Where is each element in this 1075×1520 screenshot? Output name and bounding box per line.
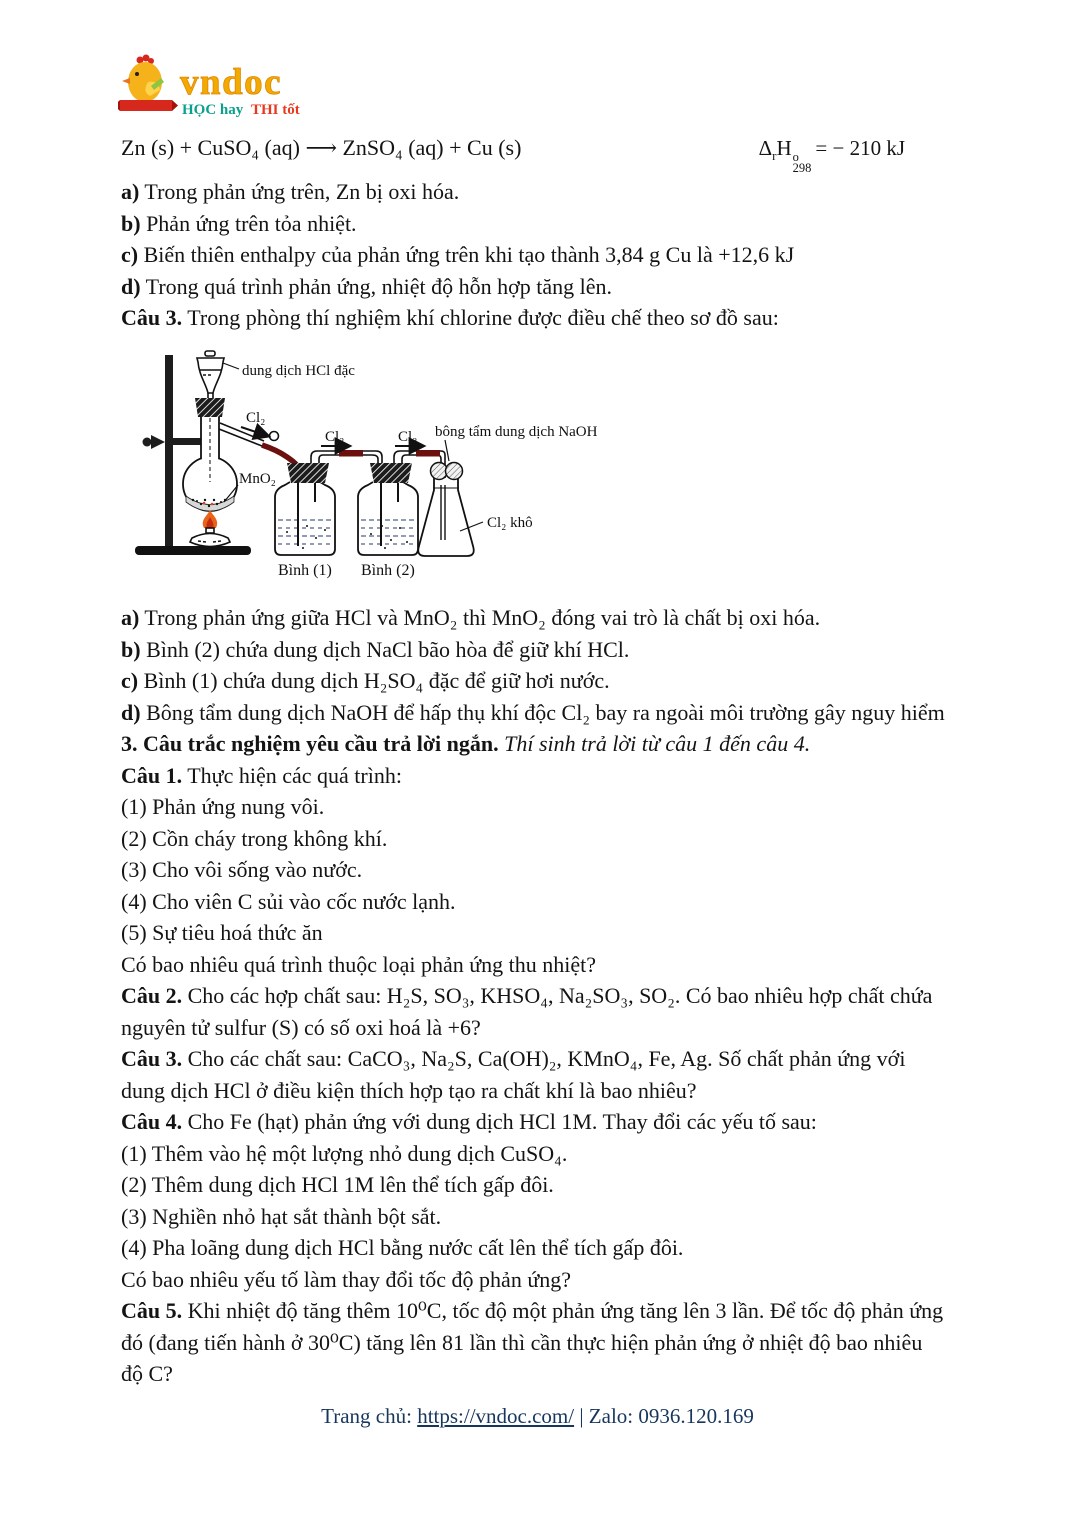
cau3-mc-heading	[121, 302, 993, 334]
cl2-dry-label: Cl₂ khô	[487, 514, 533, 531]
reaction-equation-row	[121, 132, 993, 174]
statement-text: Trong quá trình phản ứng, nhiệt độ hỗn hợp tăng lên.	[140, 273, 613, 299]
vndoc-home-link[interactable]: https://vndoc.com/	[417, 1404, 575, 1428]
cau5-line3: độ C?	[121, 1361, 173, 1386]
statement-label: d)	[121, 273, 141, 299]
statement-q3-a	[121, 602, 993, 634]
statement-text: Trong phản ứng giữa HCl và MnO₂ thì MnO₂ đóng vai trò là chất bị oxi hóa.	[139, 605, 821, 630]
vndoc-logo	[118, 52, 358, 124]
enthalpy-value: = − 210 kJ	[815, 136, 905, 160]
cl2-label-3: Cl₂	[398, 428, 418, 445]
mno2-label: MnO₂	[239, 470, 276, 487]
statement-text: Biến thiên enthalpy của phản ứng trên khi tạo thành 3,84 g Cu là +12,6 kJ	[138, 242, 795, 267]
cau-label: Câu 3.	[121, 1046, 183, 1071]
reaction-equation: Zn (s) + CuSO₄ (aq) ⟶ ZnSO₄ (aq) + Cu (s)	[121, 135, 522, 160]
statement-q3-b	[121, 634, 993, 666]
enthalpy-expression	[759, 133, 905, 174]
footer-home-label: Trang chủ:	[321, 1404, 418, 1428]
cau3-short-line2: dung dịch HCl ở điều kiện thích hợp tạo ra chất khí là bao nhiêu?	[121, 1077, 697, 1103]
enthalpy-sub-r: r	[772, 148, 777, 164]
section3-heading	[121, 728, 993, 760]
cau-text: Khi nhiệt độ tăng thêm 10⁰C, tốc độ một phản ứng tăng lên 3 lần. Để tốc độ phản ứng	[182, 1298, 944, 1323]
statement-label: d)	[121, 699, 141, 725]
cau-text: Cho Fe (hạt) phản ứng với dung dịch HCl 1M. Thay đổi các yếu tố sau:	[182, 1109, 817, 1134]
statement-text: Bình (1) chứa dung dịch H₂SO₄ đặc để giữ hơi nước.	[138, 668, 610, 693]
cau1-item-2: (2) Cồn cháy trong không khí.	[121, 825, 388, 851]
tagline-thi-tot: THI tốt	[251, 102, 300, 118]
cl2-label-2: Cl₂	[325, 428, 345, 445]
brand-wordmark: vndoc	[180, 62, 283, 103]
cl2-label-1: Cl₂	[246, 409, 266, 426]
cau1-item-1: (1) Phản ứng nung vôi.	[121, 794, 325, 819]
tagline-hoc-hay: HỌC hay	[182, 102, 244, 118]
delta-symbol: Δ	[758, 136, 773, 160]
cau4-item-1: (1) Thêm vào hệ một lượng nhỏ dung dịch CuSO₄.	[121, 1140, 568, 1166]
cau-label: Câu 1.	[121, 762, 183, 788]
lab-stand	[135, 355, 251, 555]
section3-bold: 3. Câu trắc nghiệm yêu cầu trả lời ngắn.	[121, 731, 505, 756]
cau4-question: Có bao nhiêu yếu tố làm thay đổi tốc độ phản ứng?	[121, 1266, 572, 1292]
enthalpy-h: H	[776, 136, 792, 160]
cau2-line2: nguyên tử sulfur (S) có số oxi hoá là +6?	[121, 1014, 481, 1040]
naoh-cotton-label: bông tẩm dung dịch NaOH	[435, 423, 597, 440]
exam-content	[121, 120, 993, 1390]
cau-text: Cho các chất sau: CaCO₃, Na₂S, Ca(OH)₂, KMnO₄, Fe, Ag. Số chất phản ứng với	[182, 1046, 906, 1071]
cau1-item-4: (4) Cho viên C sủi vào cốc nước lạnh.	[121, 888, 456, 914]
statement-text: Bình (2) chứa dung dịch NaCl bão hòa để giữ khí HCl.	[140, 636, 630, 662]
statement-label: a)	[121, 605, 140, 630]
binh2-label: Bình (2)	[361, 561, 415, 579]
cau5-line1	[121, 1295, 993, 1327]
enthalpy-sup-o: o	[792, 150, 799, 164]
cau-label: Câu 4.	[121, 1109, 183, 1134]
chlorine-apparatus-diagram	[135, 350, 597, 588]
cau4-item-3: (3) Nghiền nhỏ hạt sắt thành bột sắt.	[121, 1203, 442, 1229]
flask-stopper	[195, 398, 225, 417]
statement-q3-d	[121, 697, 993, 729]
funnel-label: dung dịch HCl đặc	[242, 362, 355, 379]
cau5-line2: đó (đang tiến hành ở 30⁰C) tăng lên 81 lần thì cần thực hiện phản ứng ở nhiệt độ bao nhiêu	[121, 1329, 923, 1355]
statement-q3-c	[121, 665, 993, 697]
statement-q2-c	[121, 239, 993, 271]
cotton-plug	[446, 462, 463, 479]
cau-text: Cho các hợp chất sau: H₂S, SO₃, KHSO₄, Na₂SO₃, SO₂. Có bao nhiêu hợp chất chứa	[182, 983, 933, 1008]
statement-q2-b	[121, 208, 993, 240]
statement-text: Phản ứng trên tỏa nhiệt.	[140, 210, 357, 236]
delivery-tube-arm	[219, 423, 297, 466]
statement-text: Trong phản ứng trên, Zn bị oxi hóa.	[139, 179, 460, 204]
cau2-line1	[121, 980, 993, 1012]
statement-text: Bông tẩm dung dịch NaOH để hấp thụ khí độc Cl₂ bay ra ngoài môi trường gây nguy hiểm	[140, 699, 945, 725]
burner-flame-icon	[203, 510, 217, 528]
spirit-lamp	[190, 528, 230, 547]
cau4-item-4: (4) Pha loãng dung dịch HCl bằng nước cất lên thể tích gấp đôi.	[121, 1235, 684, 1260]
cau1-question: Có bao nhiêu quá trình thuộc loại phản ứng thu nhiệt?	[121, 951, 597, 977]
gas-washing-bottle-2	[358, 463, 418, 555]
gas-washing-bottle-1	[275, 463, 335, 555]
statement-label: c)	[121, 242, 139, 267]
cau-text: Thực hiện các quá trình:	[182, 762, 402, 788]
binh1-label: Bình (1)	[278, 561, 332, 579]
cau-label: Câu 5.	[121, 1298, 183, 1323]
section3-italic: Thí sinh trả lời từ câu 1 đến câu 4.	[504, 731, 811, 756]
connecting-tube-1	[311, 450, 382, 463]
statement-label: b)	[121, 636, 141, 662]
statement-q2-d	[121, 271, 993, 303]
enthalpy-sub-298: 298	[792, 161, 812, 175]
cau1-item-3: (3) Cho vôi sống vào nước.	[121, 857, 363, 882]
chicken-mascot-icon	[118, 55, 178, 112]
cau1-heading	[121, 760, 993, 792]
statement-q2-a	[121, 176, 993, 208]
cau-label: Câu 2.	[121, 983, 183, 1008]
statement-label: a)	[121, 179, 140, 204]
footer-zalo-label: | Zalo: 0936.120.169	[574, 1404, 754, 1428]
erlenmeyer-flask	[418, 462, 474, 556]
cau-label: Câu 3.	[121, 305, 183, 330]
enthalpy-sup-sub	[793, 152, 812, 174]
cau4-item-2: (2) Thêm dung dịch HCl 1M lên thể tích gấp đôi.	[121, 1172, 554, 1197]
statement-label: c)	[121, 668, 139, 693]
page-footer	[0, 1404, 1075, 1429]
cau4-heading	[121, 1106, 993, 1138]
cau3-short-line1	[121, 1043, 993, 1075]
cau1-item-5: (5) Sự tiêu hoá thức ăn	[121, 920, 323, 945]
statement-label: b)	[121, 210, 141, 236]
cau-text: Trong phòng thí nghiệm khí chlorine được điều chế theo sơ đồ sau:	[182, 305, 779, 330]
